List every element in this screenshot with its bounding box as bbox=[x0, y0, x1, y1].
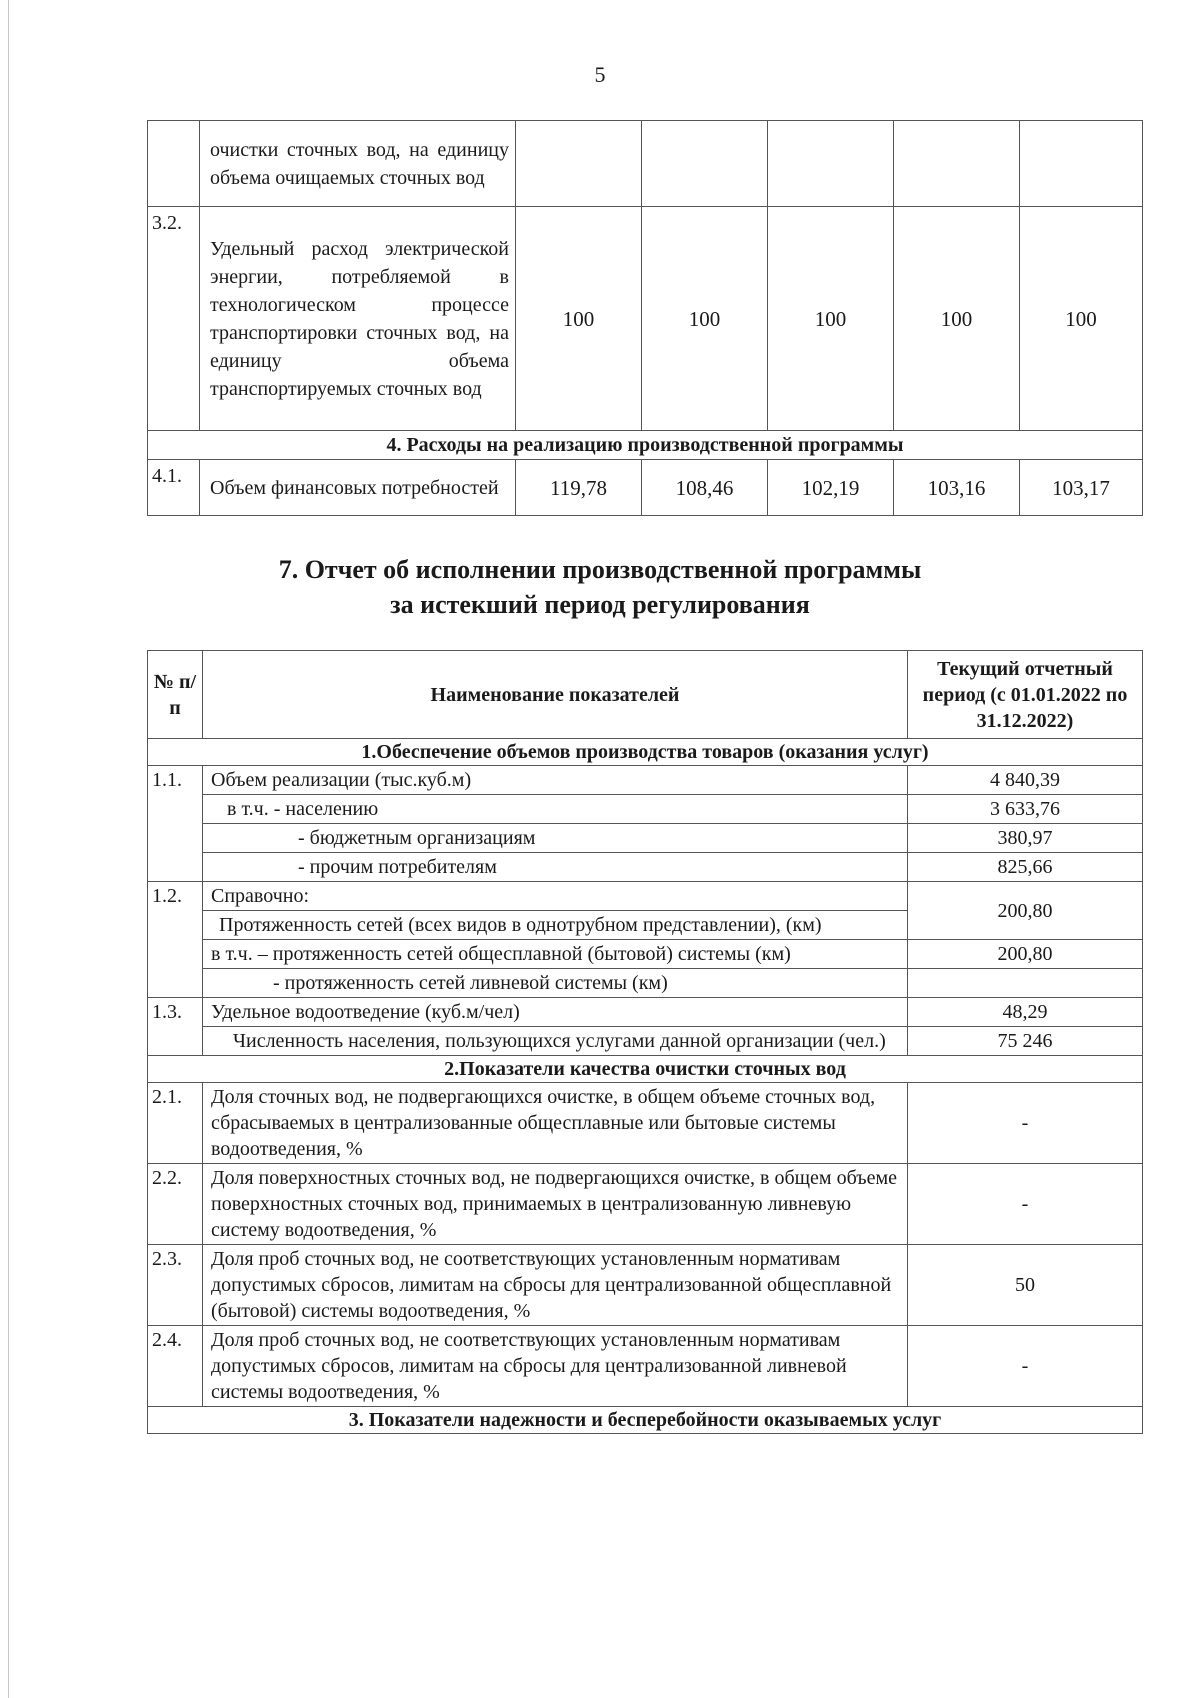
value-cell: 200,80 bbox=[908, 882, 1143, 940]
row-name: в т.ч. – протяженность сетей общесплавной (бытовой) системы (км) bbox=[203, 940, 908, 969]
section-row bbox=[148, 431, 1143, 460]
table-row bbox=[148, 460, 1143, 516]
row-number: 1.1. bbox=[148, 766, 203, 882]
table-row bbox=[148, 121, 1143, 207]
section-heading: 3. Показатели надежности и бесперебойности оказываемых услуг bbox=[148, 1407, 1143, 1434]
row-name: очистки сточных вод, на единицу объема очищаемых сточных вод bbox=[200, 121, 516, 207]
row-name: - прочим потребителям bbox=[203, 853, 908, 882]
value-cell: - bbox=[908, 1326, 1143, 1407]
scan-edge-line bbox=[8, 0, 9, 1698]
value-cell: 102,19 bbox=[768, 460, 894, 516]
table-row bbox=[148, 824, 1143, 853]
row-name: Удельное водоотведение (куб.м/чел) bbox=[203, 998, 908, 1027]
value-cell bbox=[1020, 121, 1143, 207]
row-number: 4.1. bbox=[148, 460, 200, 516]
value-cell: 108,46 bbox=[642, 460, 768, 516]
row-name: Доля проб сточных вод, не соответствующих установленным нормативам допустимых сбросов, лимитам на сбросы для централизованной ливневой системы водоотведения, % bbox=[203, 1326, 908, 1407]
value-cell: 100 bbox=[516, 207, 642, 431]
table-row bbox=[148, 1027, 1143, 1056]
value-cell bbox=[642, 121, 768, 207]
page-number: 5 bbox=[594, 62, 606, 87]
table-row bbox=[148, 207, 1143, 431]
row-name: Справочно: bbox=[203, 882, 908, 911]
table-row bbox=[148, 969, 1143, 998]
value-cell: 119,78 bbox=[516, 460, 642, 516]
row-number bbox=[148, 121, 200, 207]
table-row bbox=[148, 1164, 1143, 1245]
table-row bbox=[148, 766, 1143, 795]
section-title-line1: 7. Отчет об исполнении производственной программы bbox=[278, 555, 922, 584]
value-cell: 4 840,39 bbox=[908, 766, 1143, 795]
row-number: 2.3. bbox=[148, 1245, 203, 1326]
header-row bbox=[148, 651, 1143, 739]
row-name: в т.ч. - населению bbox=[203, 795, 908, 824]
section-row bbox=[148, 1407, 1143, 1434]
value-cell: 200,80 bbox=[908, 940, 1143, 969]
production-program-table bbox=[147, 120, 1143, 516]
section-title-line2: за истекший период регулирования bbox=[390, 590, 810, 619]
row-name: Объем финансовых потребностей bbox=[200, 460, 516, 516]
value-cell: 48,29 bbox=[908, 998, 1143, 1027]
row-number: 1.2. bbox=[148, 882, 203, 998]
header-name: Наименование показателей bbox=[203, 651, 908, 739]
value-cell bbox=[908, 969, 1143, 998]
header-value: Текущий отчетный период (с 01.01.2022 по 31.12.2022) bbox=[908, 651, 1143, 739]
table-row bbox=[148, 940, 1143, 969]
value-cell: 50 bbox=[908, 1245, 1143, 1326]
value-cell: 100 bbox=[642, 207, 768, 431]
section-title bbox=[0, 552, 1200, 622]
value-cell bbox=[516, 121, 642, 207]
header-num: № п/п bbox=[148, 651, 203, 739]
row-number: 2.4. bbox=[148, 1326, 203, 1407]
section-row bbox=[148, 739, 1143, 766]
value-cell bbox=[768, 121, 894, 207]
row-name: Доля сточных вод, не подвергающихся очистке, в общем объеме сточных вод, сбрасываемых в централизованные общесплавные или бытовые системы водоотведения, % bbox=[203, 1083, 908, 1164]
table-row bbox=[148, 853, 1143, 882]
program-report-table bbox=[147, 650, 1143, 1434]
value-cell: 100 bbox=[1020, 207, 1143, 431]
row-name: Доля проб сточных вод, не соответствующих установленным нормативам допустимых сбросов, лимитам на сбросы для централизованной общесплавной (бытовой) системы водоотведения, % bbox=[203, 1245, 908, 1326]
row-name: Удельный расход электрической энергии, потребляемой в технологическом процессе транспортировки сточных вод, на единицу объема транспортируемых сточных вод bbox=[200, 207, 516, 431]
table-row bbox=[148, 998, 1143, 1027]
row-name: - бюджетным организациям bbox=[203, 824, 908, 853]
section-row bbox=[148, 1056, 1143, 1083]
row-name: Численность населения, пользующихся услугами данной организации (чел.) bbox=[203, 1027, 908, 1056]
value-cell: 825,66 bbox=[908, 853, 1143, 882]
table-row bbox=[148, 1245, 1143, 1326]
section-heading: 2.Показатели качества очистки сточных вод bbox=[148, 1056, 1143, 1083]
row-number: 1.3. bbox=[148, 998, 203, 1056]
value-cell: 100 bbox=[894, 207, 1020, 431]
table-row bbox=[148, 1326, 1143, 1407]
row-name: Доля поверхностных сточных вод, не подвергающихся очистке, в общем объеме поверхностных сточных вод, принимаемых в централизованную ливневую систему водоотведения, % bbox=[203, 1164, 908, 1245]
value-cell: - bbox=[908, 1164, 1143, 1245]
value-cell bbox=[894, 121, 1020, 207]
row-name: - протяженность сетей ливневой системы (км) bbox=[203, 969, 908, 998]
table-row bbox=[148, 795, 1143, 824]
row-number: 3.2. bbox=[148, 207, 200, 431]
value-cell: - bbox=[908, 1083, 1143, 1164]
value-cell: 103,17 bbox=[1020, 460, 1143, 516]
value-cell: 103,16 bbox=[894, 460, 1020, 516]
section-heading: 4. Расходы на реализацию производственной программы bbox=[148, 431, 1143, 460]
row-name: Протяженность сетей (всех видов в однотрубном представлении), (км) bbox=[203, 911, 908, 940]
row-number: 2.2. bbox=[148, 1164, 203, 1245]
row-name: Объем реализации (тыс.куб.м) bbox=[203, 766, 908, 795]
section-heading: 1.Обеспечение объемов производства товаров (оказания услуг) bbox=[148, 739, 1143, 766]
table-row bbox=[148, 882, 1143, 911]
value-cell: 75 246 bbox=[908, 1027, 1143, 1056]
table-row bbox=[148, 1083, 1143, 1164]
value-cell: 100 bbox=[768, 207, 894, 431]
value-cell: 3 633,76 bbox=[908, 795, 1143, 824]
row-number: 2.1. bbox=[148, 1083, 203, 1164]
value-cell: 380,97 bbox=[908, 824, 1143, 853]
